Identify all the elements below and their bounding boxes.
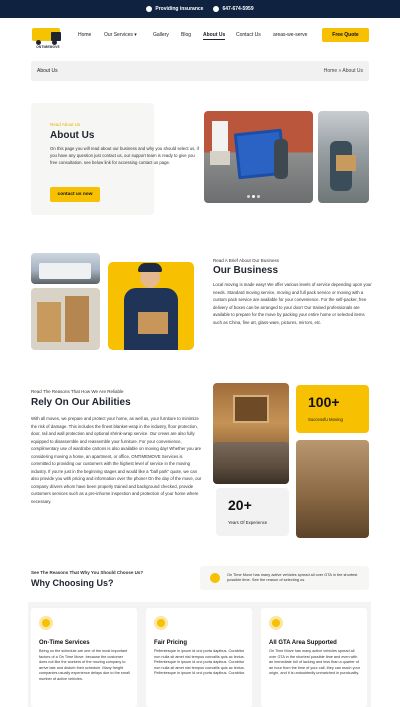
business-body: Local moving is made easy! We offer various levels of service depending upon your needs. Standard moving service, moving and full pack service or moving with a custom pack service are available for your convenience. For the self-packer, free delivery of boxes can be arranged to your door! Our trained professionals are available to prepare for the move by packing your entire home or selected items such as China, fine art, glass-ware, pictures, mirrors, etc.	[213, 282, 372, 325]
photo-wall	[210, 151, 230, 165]
nav-home[interactable]: Home	[78, 32, 92, 38]
business-pre-title: Read A Brief About Our Business	[213, 258, 280, 263]
feature-card-on-time	[31, 608, 137, 707]
nav-gallery[interactable]: Gallery	[153, 32, 169, 38]
photo-box-stack	[37, 302, 61, 342]
worker-box	[138, 312, 168, 334]
price-tag-icon	[154, 616, 168, 630]
nav-our-services[interactable]	[104, 32, 137, 38]
insurance-text: Providing insurance	[155, 6, 204, 12]
nav-our-services-label: Our Services	[104, 32, 133, 38]
phone-text[interactable]: 647-674-5959	[222, 6, 254, 12]
rely-pre-title: Read The Reasons That How We Are Reliable	[31, 389, 124, 394]
business-title: Our Business	[213, 265, 279, 276]
rely-title: Rely On Our Abilities	[31, 397, 131, 408]
breadcrumb-trail	[324, 68, 363, 74]
room-photo-4	[296, 440, 369, 538]
feature-body: On Time Move has many active vehicles spread all over GTA in the shortest possible time and even with an immediate toll of lacking and less than a quarter of an hour from the time of your call, they can reach your origin, and it is undoubtedly unmatched in punctuality.	[269, 649, 360, 676]
nav-about-us[interactable]: About Us	[203, 32, 226, 38]
stat-number: 20+	[228, 497, 252, 513]
boxes-photo	[31, 288, 100, 350]
page-title: About Us	[37, 68, 58, 74]
feature-body: Being on the schedule are one of the most important factors of a On Time Move. because the customer does not like the workers of the moving company to arrive late and disturb their schedule. Many freight companies usually experience delays due to the small number of active vehicles.	[39, 649, 130, 681]
map-pin-icon	[269, 616, 283, 630]
features-section	[28, 602, 371, 707]
photo-box-stack	[65, 296, 89, 342]
feature-body: Pellentesque in ipsum id orci porta dapibus. Curabitur non nulla sit amet nisl tempus convallis quis ac lectus. Pellentesque in ipsum id orci porta dapibus. Curabitur non nulla sit amet nisl tempus convallis quis ac lectus. Pellentesque in ipsum id orci porta dapibus. Curabitur.	[154, 649, 245, 676]
moving-photo-house	[204, 111, 313, 203]
photo-box	[336, 155, 356, 171]
worker-cap	[138, 263, 162, 272]
phone-icon	[213, 6, 219, 12]
why-note-text: On Time Move has many active vehicles spread all over GTA in the shortest possible time. See the reason of selecting us.	[227, 572, 358, 583]
slider-dot[interactable]	[257, 195, 260, 198]
about-pre-title: Read About Us	[50, 122, 81, 127]
nav-blog[interactable]: Blog	[181, 32, 192, 38]
top-info-bar	[0, 0, 400, 18]
chevron-down-icon: ▾	[134, 32, 137, 38]
room-furniture	[233, 395, 269, 423]
clock-icon	[39, 616, 53, 630]
about-body: On this page you will read about our business and why you should select us, if you have any question just contact us, our support team is ready to give you free consultation. see below link for accessing contact us page.	[50, 146, 199, 165]
breadcrumb-home-link[interactable]: Home	[323, 68, 338, 74]
photo-truck-body	[39, 263, 91, 279]
logo-text: ONTIMEMOVE	[36, 45, 60, 49]
stat-label: Years Of Experience	[228, 520, 268, 525]
feature-title: All GTA Area Supported	[269, 640, 337, 646]
shield-icon	[146, 6, 152, 12]
stat-years-experience	[216, 488, 289, 536]
feature-card-gta-area	[261, 608, 367, 707]
slider-dots[interactable]	[247, 195, 260, 198]
stat-successful-moving	[296, 385, 369, 433]
feature-card-fair-pricing	[146, 608, 252, 707]
insurance-info	[146, 6, 203, 12]
breadcrumb	[31, 61, 369, 81]
stat-label: Successfu Moving	[308, 417, 343, 422]
slider-dot[interactable]	[252, 195, 255, 198]
phone-link[interactable]	[213, 6, 253, 12]
stat-number: 100+	[308, 394, 340, 410]
feature-title: Fair Pricing	[154, 640, 188, 646]
slider-dot[interactable]	[247, 195, 250, 198]
contact-us-now-button[interactable]: contact us now	[50, 187, 100, 202]
breadcrumb-separator: »	[337, 68, 343, 74]
feature-title: On-Time Services	[39, 640, 90, 646]
truck-photo	[31, 253, 100, 284]
why-title: Why Choosing Us?	[31, 578, 114, 588]
moving-photo-mover	[318, 111, 369, 203]
room-photo-3	[213, 442, 289, 484]
check-icon	[210, 573, 220, 583]
photo-mover	[274, 139, 288, 179]
about-title: About Us	[50, 130, 95, 141]
logo[interactable]	[28, 26, 66, 48]
main-header	[0, 18, 400, 56]
breadcrumb-current: About Us	[342, 68, 363, 74]
worker-photo	[108, 262, 194, 350]
photo-door	[212, 121, 228, 153]
why-note	[200, 566, 369, 590]
free-quote-button[interactable]: Free Quote	[322, 28, 369, 42]
nav-contact-us[interactable]: Contact Us	[236, 32, 261, 38]
why-pre-title: See The Reasons That Why You Should Choose Us?	[31, 570, 144, 575]
nav-areas-we-serve[interactable]: areas-we-serve	[273, 32, 308, 38]
rely-body: With all moves, we prepare and protect your home, as well as, your furniture to minimize the risk of damage. This includes the finest blanket-wrap in the industry, floor protection, door, rail and wall protection and optional shrink-wrap service. Our crews are also fully equipped to disassemble and reassemble your furniture. For your convenience, complimentary use of wardrobe cartons is also available on moving day! Whether you are considering moving a home, an apartment, or office, ONTIMEMOVE Services is committed to providing our customers with the highest level of service in the moving industry. If you're just in the beginning stages and would like a "ball park" quote, we can also provide you with pricing and information over the phone! On the day of the move, our company drivers whom have been properly trained and background checked, provide customers services such as a pre-inhome inspection and protection of your home where necessary.	[31, 416, 202, 504]
about-card	[31, 103, 199, 215]
